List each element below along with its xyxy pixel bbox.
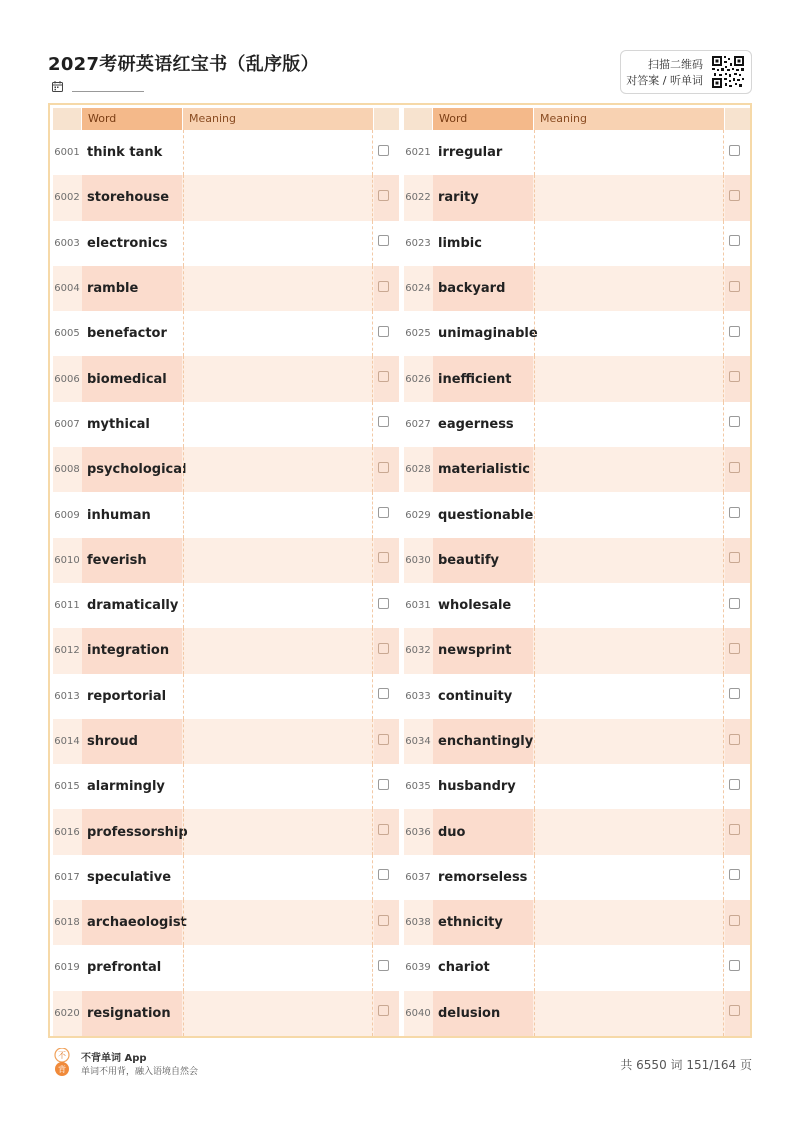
checkbox[interactable] bbox=[378, 326, 389, 337]
table-row bbox=[53, 855, 399, 900]
checkbox[interactable] bbox=[378, 598, 389, 609]
checkbox[interactable] bbox=[378, 960, 389, 971]
table-row bbox=[53, 356, 399, 401]
checkbox[interactable] bbox=[729, 462, 740, 473]
word-number: 6005 bbox=[54, 328, 80, 340]
checkbox[interactable] bbox=[378, 824, 389, 835]
meaning-cell[interactable] bbox=[183, 356, 373, 401]
word-text: limbic bbox=[438, 235, 482, 251]
checkbox[interactable] bbox=[729, 371, 740, 382]
word-text: materialistic bbox=[433, 447, 533, 492]
word-text: dramatically bbox=[87, 598, 179, 614]
checkbox[interactable] bbox=[729, 190, 740, 201]
meaning-cell[interactable] bbox=[534, 266, 724, 311]
word-text: beautify bbox=[433, 538, 533, 583]
table-row bbox=[53, 674, 399, 719]
page-title: 2027考研英语红宝书（乱序版） bbox=[48, 54, 319, 75]
header-meaning: Meaning bbox=[534, 108, 724, 130]
table-row bbox=[404, 130, 750, 175]
checkbox[interactable] bbox=[378, 507, 389, 518]
table-row bbox=[404, 492, 750, 537]
logo-char-top: 不 bbox=[58, 1051, 66, 1060]
checkbox[interactable] bbox=[729, 869, 740, 880]
qr-caption bbox=[626, 57, 703, 89]
table-row bbox=[404, 991, 750, 1036]
table-row bbox=[404, 809, 750, 854]
header-meaning: Meaning bbox=[183, 108, 373, 130]
meaning-cell[interactable] bbox=[183, 266, 373, 311]
table-row bbox=[404, 674, 750, 719]
word-number: 6024 bbox=[405, 283, 431, 295]
checkbox[interactable] bbox=[729, 598, 740, 609]
table-row bbox=[404, 900, 750, 945]
table-row bbox=[53, 628, 399, 673]
checkbox[interactable] bbox=[729, 688, 740, 699]
word-text: reportorial bbox=[87, 688, 167, 704]
word-number: 6030 bbox=[405, 554, 431, 566]
word-text: duo bbox=[433, 809, 533, 854]
meaning-cell[interactable] bbox=[534, 492, 724, 537]
table-row bbox=[53, 492, 399, 537]
table-row bbox=[404, 628, 750, 673]
word-number: 6040 bbox=[405, 1007, 431, 1019]
meaning-cell[interactable] bbox=[183, 945, 373, 990]
word-text: biomedical bbox=[82, 356, 182, 401]
word-number: 6006 bbox=[54, 373, 80, 385]
checkbox[interactable] bbox=[378, 371, 389, 382]
word-text: storehouse bbox=[82, 175, 182, 220]
word-text: archaeologist bbox=[82, 900, 182, 945]
meaning-cell[interactable] bbox=[534, 356, 724, 401]
checkbox[interactable] bbox=[378, 552, 389, 563]
word-text: unimaginable bbox=[438, 326, 538, 342]
table-row bbox=[53, 402, 399, 447]
checkbox[interactable] bbox=[378, 1005, 389, 1016]
table-row bbox=[404, 175, 750, 220]
table-row bbox=[404, 945, 750, 990]
word-number: 6010 bbox=[54, 554, 80, 566]
word-number: 6020 bbox=[54, 1007, 80, 1019]
word-text: rarity bbox=[433, 175, 533, 220]
table-row bbox=[404, 538, 750, 583]
word-number: 6025 bbox=[405, 328, 431, 340]
table-row bbox=[53, 945, 399, 990]
word-text: chariot bbox=[438, 960, 490, 976]
checkbox[interactable] bbox=[729, 507, 740, 518]
meaning-cell[interactable] bbox=[534, 855, 724, 900]
word-number: 6016 bbox=[54, 826, 80, 838]
meaning-cell[interactable] bbox=[534, 221, 724, 266]
meaning-cell[interactable] bbox=[183, 221, 373, 266]
word-number: 6001 bbox=[54, 147, 80, 159]
word-text: mythical bbox=[87, 416, 150, 432]
word-text: enchantingly bbox=[433, 719, 533, 764]
word-number: 6038 bbox=[405, 917, 431, 929]
meaning-cell[interactable] bbox=[183, 583, 373, 628]
qr-caption-line2: 对答案 / 听单词 bbox=[626, 74, 703, 87]
word-text: backyard bbox=[433, 266, 533, 311]
checkbox[interactable] bbox=[729, 1005, 740, 1016]
meaning-cell[interactable] bbox=[183, 991, 373, 1036]
word-number: 6021 bbox=[405, 147, 431, 159]
word-number: 6035 bbox=[405, 781, 431, 793]
header-number-cell bbox=[53, 108, 81, 130]
meaning-cell[interactable] bbox=[534, 991, 724, 1036]
checkbox[interactable] bbox=[729, 145, 740, 156]
table-row bbox=[404, 356, 750, 401]
table-header bbox=[53, 108, 399, 130]
checkbox[interactable] bbox=[729, 960, 740, 971]
page-header bbox=[48, 48, 752, 98]
word-number: 6007 bbox=[54, 418, 80, 430]
word-text: think tank bbox=[87, 145, 163, 161]
word-text: questionable bbox=[438, 507, 534, 523]
word-number: 6027 bbox=[405, 418, 431, 430]
word-text: remorseless bbox=[438, 869, 528, 885]
meaning-cell[interactable] bbox=[534, 402, 724, 447]
header-check-cell bbox=[374, 108, 399, 130]
word-number: 6034 bbox=[405, 736, 431, 747]
table-row bbox=[404, 719, 750, 764]
meaning-cell[interactable] bbox=[534, 447, 724, 492]
table-row bbox=[53, 583, 399, 628]
table-row bbox=[53, 538, 399, 583]
word-number: 6029 bbox=[405, 509, 431, 521]
word-number: 6036 bbox=[405, 826, 431, 838]
word-number: 6037 bbox=[405, 871, 431, 883]
table-row bbox=[404, 447, 750, 492]
meaning-cell[interactable] bbox=[183, 809, 373, 854]
page-footer bbox=[48, 1046, 752, 1082]
app-name: 不背单词 App bbox=[81, 1053, 147, 1064]
meaning-cell[interactable] bbox=[183, 900, 373, 945]
checkbox[interactable] bbox=[378, 915, 389, 926]
word-number: 6011 bbox=[54, 600, 80, 612]
checkbox[interactable] bbox=[378, 734, 389, 745]
meaning-cell[interactable] bbox=[183, 447, 373, 492]
word-text: continuity bbox=[438, 688, 513, 704]
meaning-cell[interactable] bbox=[183, 628, 373, 673]
app-slogan: 单词不用背，融入语境自然会 bbox=[81, 1067, 199, 1077]
checkbox[interactable] bbox=[729, 552, 740, 563]
checkbox[interactable] bbox=[729, 824, 740, 835]
table-row bbox=[53, 719, 399, 764]
checkbox[interactable] bbox=[729, 915, 740, 926]
meaning-cell[interactable] bbox=[183, 855, 373, 900]
meaning-cell[interactable] bbox=[534, 809, 724, 854]
word-text: prefrontal bbox=[87, 960, 162, 976]
word-text: alarmingly bbox=[87, 779, 165, 795]
meaning-cell[interactable] bbox=[534, 628, 724, 673]
word-number: 6008 bbox=[54, 464, 80, 476]
meaning-cell[interactable] bbox=[534, 538, 724, 583]
table-row bbox=[404, 855, 750, 900]
meaning-cell[interactable] bbox=[183, 492, 373, 537]
table-row bbox=[53, 175, 399, 220]
word-text: electronics bbox=[87, 235, 168, 251]
table-row bbox=[53, 266, 399, 311]
table-row bbox=[53, 447, 399, 492]
qr-code-panel[interactable] bbox=[620, 50, 752, 94]
header-number-cell bbox=[404, 108, 432, 130]
word-number: 6018 bbox=[54, 917, 80, 929]
meaning-cell[interactable] bbox=[534, 900, 724, 945]
word-number: 6039 bbox=[405, 962, 431, 974]
header-check-cell bbox=[725, 108, 750, 130]
checkbox[interactable] bbox=[729, 326, 740, 337]
qr-caption-line1: 扫描二维码 bbox=[648, 58, 703, 71]
checkbox[interactable] bbox=[378, 462, 389, 473]
table-row bbox=[404, 266, 750, 311]
checkbox[interactable] bbox=[729, 235, 740, 246]
checkbox[interactable] bbox=[378, 869, 389, 880]
meaning-cell[interactable] bbox=[534, 311, 724, 356]
word-text: integration bbox=[82, 628, 182, 673]
meaning-cell[interactable] bbox=[183, 311, 373, 356]
word-text: inefficient bbox=[433, 356, 533, 401]
table-row bbox=[404, 221, 750, 266]
word-number: 6004 bbox=[54, 283, 80, 295]
word-text: delusion bbox=[433, 991, 533, 1036]
word-number: 6014 bbox=[54, 736, 80, 747]
header-word: Word bbox=[433, 108, 533, 130]
word-number: 6028 bbox=[405, 464, 431, 476]
checkbox[interactable] bbox=[378, 190, 389, 201]
checkbox[interactable] bbox=[729, 281, 740, 292]
word-number: 6013 bbox=[54, 690, 80, 702]
table-row bbox=[53, 991, 399, 1036]
meaning-cell[interactable] bbox=[183, 764, 373, 809]
checkbox[interactable] bbox=[378, 281, 389, 292]
word-text: benefactor bbox=[87, 326, 167, 342]
word-text: resignation bbox=[82, 991, 182, 1036]
meaning-cell[interactable] bbox=[183, 674, 373, 719]
word-number: 6002 bbox=[54, 192, 80, 204]
checkbox[interactable] bbox=[729, 734, 740, 745]
word-number: 6022 bbox=[405, 192, 431, 204]
word-text: professorship bbox=[82, 809, 182, 854]
word-text: inhuman bbox=[87, 507, 151, 523]
checkbox[interactable] bbox=[729, 643, 740, 654]
checkbox[interactable] bbox=[378, 779, 389, 790]
meaning-cell[interactable] bbox=[534, 674, 724, 719]
word-rows bbox=[53, 130, 399, 1036]
word-text: feverish bbox=[82, 538, 182, 583]
word-text: ethnicity bbox=[433, 900, 533, 945]
meaning-cell[interactable] bbox=[534, 945, 724, 990]
word-number: 6033 bbox=[405, 690, 431, 702]
word-text: psychological bbox=[82, 447, 182, 492]
table-row bbox=[53, 900, 399, 945]
word-text: irregular bbox=[438, 145, 503, 161]
meaning-cell[interactable] bbox=[183, 538, 373, 583]
meaning-cell[interactable] bbox=[534, 719, 724, 764]
word-number: 6003 bbox=[54, 237, 80, 249]
date-input-line[interactable] bbox=[72, 91, 144, 92]
table-header bbox=[404, 108, 750, 130]
word-text: shroud bbox=[82, 719, 182, 764]
checkbox[interactable] bbox=[729, 416, 740, 427]
word-table-frame bbox=[48, 103, 752, 1038]
checkbox[interactable] bbox=[378, 145, 389, 156]
logo-char-bottom: 背 bbox=[58, 1065, 66, 1074]
checkbox[interactable] bbox=[378, 235, 389, 246]
header-word: Word bbox=[82, 108, 182, 130]
table-row bbox=[53, 764, 399, 809]
meaning-cell[interactable] bbox=[183, 175, 373, 220]
table-row bbox=[53, 130, 399, 175]
word-text: eagerness bbox=[438, 416, 514, 432]
word-text: ramble bbox=[82, 266, 182, 311]
table-row bbox=[404, 764, 750, 809]
word-text: wholesale bbox=[438, 598, 512, 614]
word-number: 6031 bbox=[405, 600, 431, 612]
checkbox[interactable] bbox=[378, 416, 389, 427]
table-row bbox=[404, 311, 750, 356]
word-table-left bbox=[53, 108, 399, 1035]
word-rows bbox=[404, 130, 750, 1036]
word-number: 6017 bbox=[54, 871, 80, 883]
checkbox[interactable] bbox=[378, 688, 389, 699]
table-row bbox=[53, 809, 399, 854]
word-text: husbandry bbox=[438, 779, 516, 795]
app-logo-icon bbox=[53, 1048, 71, 1076]
word-number: 6012 bbox=[54, 645, 80, 657]
meaning-cell[interactable] bbox=[183, 402, 373, 447]
checkbox[interactable] bbox=[378, 643, 389, 654]
word-number: 6032 bbox=[405, 645, 431, 657]
word-number: 6015 bbox=[54, 781, 80, 793]
table-row bbox=[53, 311, 399, 356]
table-row bbox=[404, 583, 750, 628]
meaning-cell[interactable] bbox=[183, 719, 373, 764]
word-table-right bbox=[404, 108, 750, 1035]
meaning-cell[interactable] bbox=[183, 130, 373, 175]
word-text: speculative bbox=[87, 869, 172, 885]
word-number: 6019 bbox=[54, 962, 80, 974]
word-number: 6009 bbox=[54, 509, 80, 521]
word-number: 6023 bbox=[405, 237, 431, 249]
checkbox[interactable] bbox=[729, 779, 740, 790]
calendar-icon bbox=[52, 81, 63, 92]
table-row bbox=[404, 402, 750, 447]
word-text: newsprint bbox=[433, 628, 533, 673]
meaning-cell[interactable] bbox=[534, 583, 724, 628]
qr-code-icon[interactable] bbox=[711, 55, 745, 89]
table-row bbox=[53, 221, 399, 266]
page-info: 共 6550 词 151/164 页 bbox=[620, 1058, 752, 1072]
meaning-cell[interactable] bbox=[534, 130, 724, 175]
meaning-cell[interactable] bbox=[534, 175, 724, 220]
meaning-cell[interactable] bbox=[534, 764, 724, 809]
word-number: 6026 bbox=[405, 373, 431, 385]
